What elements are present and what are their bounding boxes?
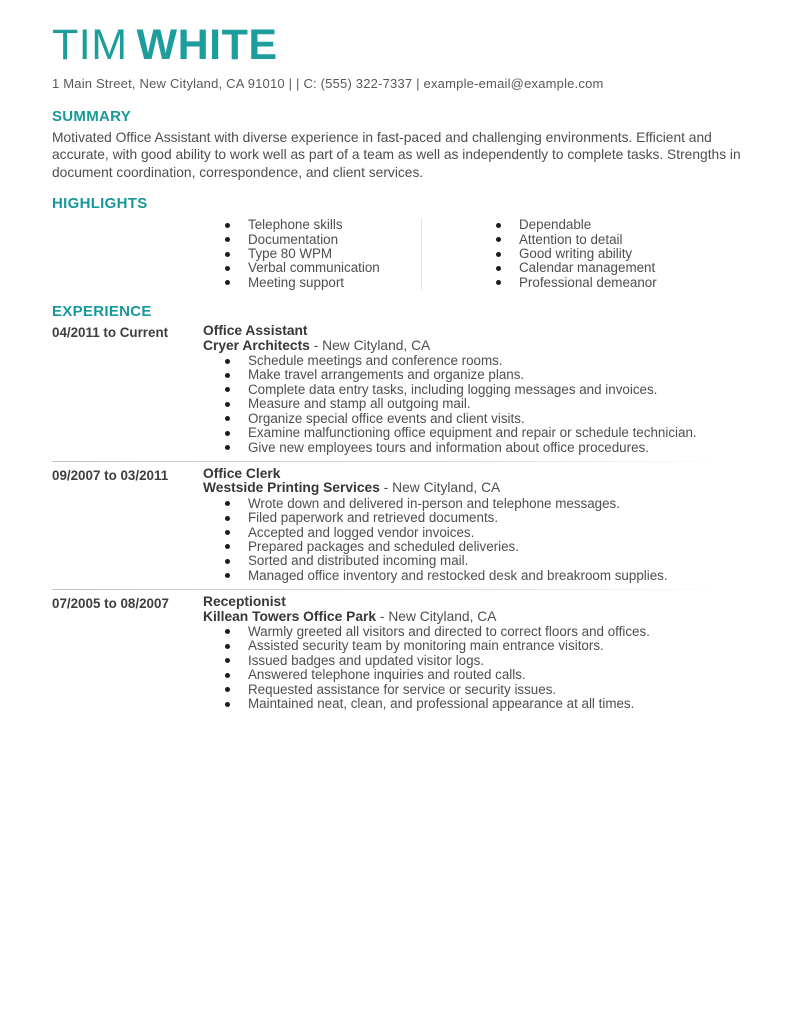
job-bullets [203,625,758,711]
bullet-item [225,218,421,232]
job-company-line [203,481,758,495]
job-dates: 09/2007 to 03/2011 [52,467,169,483]
bullet-item [225,397,758,411]
bullet-item [225,247,421,261]
job-bullets [203,354,758,455]
bullet-item [225,511,758,525]
section-heading-highlights: HIGHLIGHTS [52,195,148,213]
job-entry [52,324,758,455]
bullet-text: Make travel arrangements and organize plans. [248,367,525,383]
bullet-item [225,368,758,382]
bullet-item [225,540,758,554]
bullet-text: Dependable [519,217,592,233]
bullet-item [225,668,758,682]
bullet-text: Measure and stamp all outgoing mail. [248,396,471,412]
bullet-text: Sorted and distributed incoming mail. [248,553,469,569]
bullet-text: Documentation [248,231,339,247]
job-company: Cryer Architects [203,337,310,353]
job-dates: 07/2005 to 08/2007 [52,596,169,612]
bullet-text: Give new employees tours and information about office procedures. [248,439,649,455]
bullet-text: Attention to detail [519,231,623,247]
bullet-text: Meeting support [248,274,345,290]
bullet-text: Warmly greeted all visitors and directed to correct floors and offices. [248,623,650,639]
bullet-text: Requested assistance for service or security issues. [248,681,557,697]
highlights-columns [225,218,758,290]
job-company: Killean Towers Office Park [203,608,377,624]
bullet-text: Answered telephone inquiries and routed calls. [248,667,526,683]
job-dates: 04/2011 to Current [52,325,169,341]
job-title: Receptionist [203,594,286,610]
job-location: - New Cityland, CA [313,337,431,353]
bullet-item [225,233,421,247]
jobs [52,324,758,711]
bullet-item [225,261,421,275]
bullet-item [225,441,758,455]
job-entry [52,595,758,711]
bullet-item [496,247,657,261]
bullet-text: Wrote down and delivered in-person and telephone messages. [248,495,620,511]
bullet-item [225,654,758,668]
bullet-text: Issued badges and updated visitor logs. [248,652,484,668]
job-body [203,467,758,583]
bullet-item [225,426,758,440]
bullet-item [225,639,758,653]
section-heading-experience: EXPERIENCE [52,303,152,321]
highlights-col-1 [225,218,421,290]
bullet-text: Examine malfunctioning office equipment and repair or schedule technician. [248,425,697,441]
job-bullets [203,497,758,583]
bullet-item [496,276,657,290]
job-body [203,595,758,711]
job-title: Office Clerk [203,465,281,481]
bullet-text: Verbal communication [248,260,380,276]
bullet-item [225,354,758,368]
job-entry [52,467,758,583]
first-name: TIM [52,21,128,69]
bullet-text: Prepared packages and scheduled deliveries. [248,538,519,554]
highlights-col-2 [421,218,657,290]
bullet-item [225,625,758,639]
bullet-item [225,697,758,711]
bullet-text: Good writing ability [519,246,633,262]
contact-line: 1 Main Street, New Cityland, CA 91010 | | C: (555) 322-7337 | example-email@example.com [52,76,604,91]
bullet-item [225,569,758,583]
bullet-item [496,218,657,232]
bullet-item [225,412,758,426]
bullet-text: Managed office inventory and restocked desk and breakroom supplies. [248,567,668,583]
bullet-item [225,526,758,540]
page-title [52,21,758,69]
last-name: WHITE [136,21,278,69]
job-title: Office Assistant [203,323,308,339]
bullet-text: Accepted and logged vendor invoices. [248,524,475,540]
job-company-line [203,339,758,353]
job-separator [52,461,758,462]
bullet-text: Calendar management [519,260,656,276]
bullet-item [225,276,421,290]
bullet-item [225,683,758,697]
bullet-text: Maintained neat, clean, and professional appearance at all times. [248,696,635,711]
job-company: Westside Printing Services [203,480,380,496]
job-location: - New Cityland, CA [383,480,501,496]
job-location: - New Cityland, CA [379,608,497,624]
job-company-line [203,610,758,624]
bullet-item [225,497,758,511]
bullet-item [496,261,657,275]
bullet-text: Type 80 WPM [248,246,333,262]
job-body [203,324,758,455]
bullet-item [225,554,758,568]
bullet-item [496,233,657,247]
bullet-text: Complete data entry tasks, including logging messages and invoices. [248,381,658,397]
bullet-text: Assisted security team by monitoring main entrance visitors. [248,638,604,654]
bullet-text: Telephone skills [248,217,343,233]
bullet-text: Organize special office events and client visits. [248,410,525,426]
section-heading-summary: SUMMARY [52,108,132,125]
bullet-text: Filed paperwork and retrieved documents. [248,510,499,526]
bullet-text: Schedule meetings and conference rooms. [248,353,503,369]
summary-text: Motivated Office Assistant with diverse experience in fast-paced and challenging environments. Efficient and accurate, with good ability to work well as part of a team as well as independently to complete tasks. Strengths in document coordination, correspondence, and client services. [52,130,741,180]
bullet-text: Professional demeanor [519,274,657,290]
bullet-item [225,383,758,397]
job-separator [52,589,758,590]
